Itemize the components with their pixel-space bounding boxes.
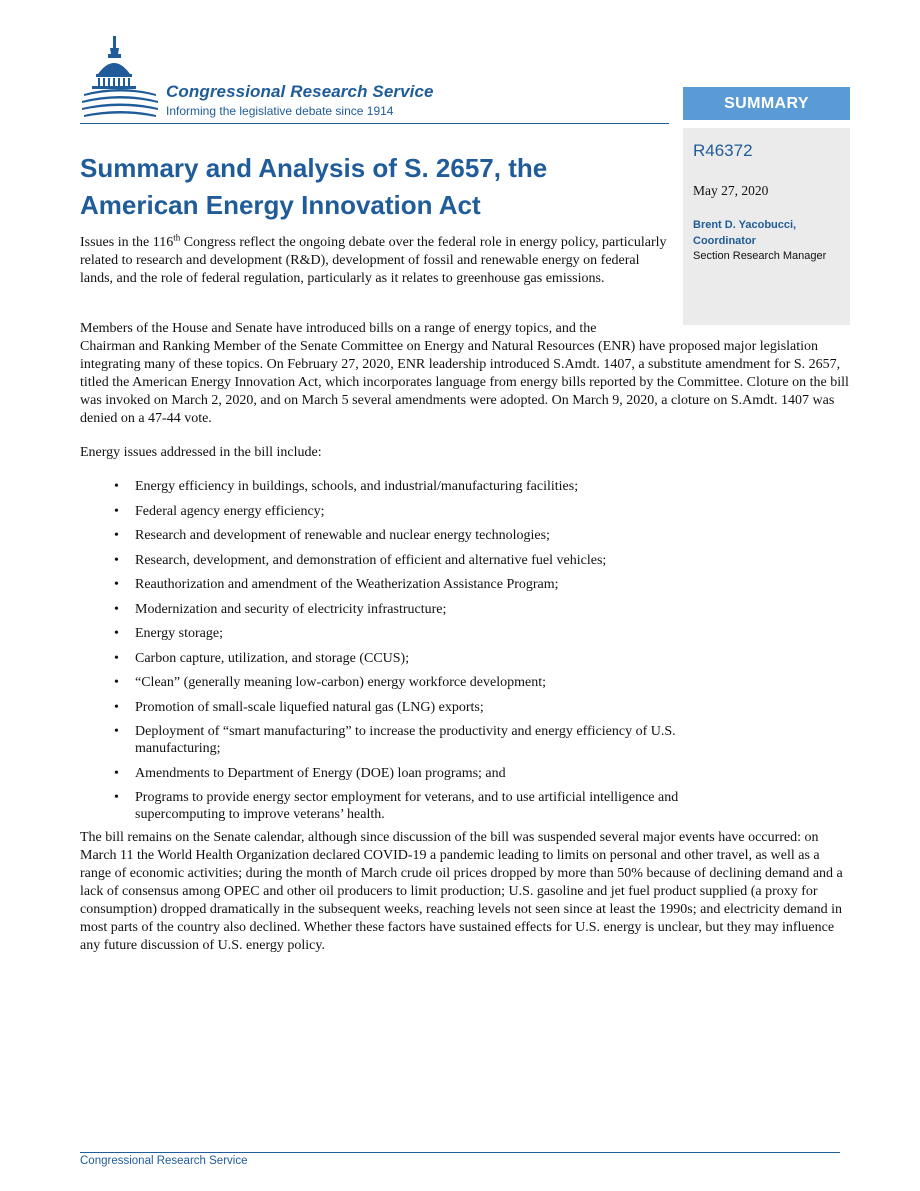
footer-divider [80,1152,840,1153]
list-item [80,674,840,691]
crs-logo [80,34,480,124]
list-item-text: Reauthorization and amendment of the Weatherization Assistance Program; [135,577,559,592]
intro-text-end: Congress reflect the ongoing debate over the federal role in energy policy, particularly related to research and development (R&D), development of fossil and renewable energy on federal lands, and the role of federal regulation, particularly as it relates to greenhouse gas emissions. [80,235,667,286]
list-item [80,503,840,520]
title-line-1: Summary and Analysis of S. 2657, the [80,153,548,183]
list-item-text: Programs to provide energy sector employment for veterans, and to use artificial intelligence and supercomputing to improve veterans’ health. [135,790,679,822]
bullet-icon: • [114,765,119,781]
ordinal-suffix: th [173,232,181,243]
bullet-icon: • [114,601,119,617]
list-item [80,765,840,782]
list-item-text: Carbon capture, utilization, and storage (CCUS); [135,650,410,666]
org-tagline: Informing the legislative debate since 1914 [166,104,394,118]
bullet-icon: • [114,675,119,690]
list-item [80,650,840,667]
intro-text-start: Issues in the 116 [80,235,174,250]
list-item-text: Promotion of small-scale liquefied natural gas (LNG) exports; [135,699,484,715]
list-item-text: “Clean” (generally meaning low-carbon) energy workforce development; [135,675,547,690]
list-item-text: Deployment of “smart manufacturing” to increase the productivity and energy efficiency of U.S. manufacturing; [135,724,676,756]
list-item [80,478,840,495]
members-paragraph: Chairman and Ranking Member of the Senate Committee on Energy and Natural Resources (ENR) have proposed major legislation integrating many of these topics. On February 27, 2020, ENR leadership introduced S.Amdt. 1407, a substitute amendment for S. 2657, titled the American Energy Innovation Act, which incorporates language from energy bills reported by the Committee. Cloture on the bill was invoked on March 2, 2020, and on March 5 several amendments were adopted. On March 9, 2020, a cloture on S.Amdt. 1407 was denied on a 47-44 vote. [80,339,849,426]
bullet-icon: • [114,552,119,568]
title-line-2: American Energy Innovation Act [80,190,481,220]
list-item [80,625,840,642]
list-item [80,789,840,823]
report-number: R46372 [693,141,753,160]
list-item-text: Amendments to Department of Energy (DOE) loan programs; and [135,765,506,781]
bullet-icon: • [114,790,119,805]
author-name [693,217,843,249]
org-name: Congressional Research Service [166,82,434,101]
bullet-icon: • [114,699,119,715]
bullet-icon: • [114,528,119,543]
bullet-icon: • [114,577,119,592]
issues-intro: Energy issues addressed in the bill include: [80,445,322,460]
list-item [80,527,840,544]
summary-tab: SUMMARY [683,87,850,120]
status-paragraph: The bill remains on the Senate calendar, although since discussion of the bill was suspended several major events have occurred: on March 11 the World Health Organization declared COVID-19 a pandemic leading to limits on personal and other travel, as well as a range of economic activities; during the month of March crude oil prices dropped by more than 50% because of declining demand and a lack of consensus among OPEC and other oil producers to limit production; U.S. gasoline and jet fuel product supplied (a proxy for consumption) dropped dramatically in the subsequent weeks, reaching levels not seen since at least the 1990s; and electricity demand in most parts of the country also declined. Whether these factors have sustained effects for U.S. energy is unclear, but they may influence any future discussion of U.S. energy policy. [80,830,843,953]
list-item-text: Research and development of renewable and nuclear energy technologies; [135,528,550,543]
footer-org-name: Congressional Research Service [80,1155,248,1167]
bullet-icon: • [114,626,119,641]
intro-paragraph [80,234,670,288]
bullet-icon: • [114,503,119,519]
report-info-panel [683,128,850,325]
header-divider [80,123,669,124]
bullet-icon: • [114,650,119,666]
list-item [80,601,840,618]
energy-issues-list [80,478,840,831]
list-item [80,552,840,569]
list-item [80,723,840,757]
list-item-text: Modernization and security of electricity infrastructure; [135,601,447,617]
page-title [80,150,640,224]
capitol-dome-icon [80,34,160,124]
report-date: May 27, 2020 [693,183,769,198]
list-item [80,699,840,716]
author-name-text: Brent D. Yacobucci, [693,219,797,231]
bullet-icon: • [114,479,119,494]
author-role: Section Research Manager [693,250,827,262]
list-item-text: Energy efficiency in buildings, schools, and industrial/manufacturing facilities; [135,479,579,494]
author-title: Coordinator [693,235,756,247]
bullet-icon: • [114,724,119,739]
list-item-text: Federal agency energy efficiency; [135,503,325,519]
list-item [80,576,840,593]
list-item-text: Energy storage; [135,626,223,641]
members-paragraph-first-line: Members of the House and Senate have introduced bills on a range of energy topics, and the [80,321,597,336]
list-item-text: Research, development, and demonstration of efficient and alternative fuel vehicles; [135,552,607,568]
